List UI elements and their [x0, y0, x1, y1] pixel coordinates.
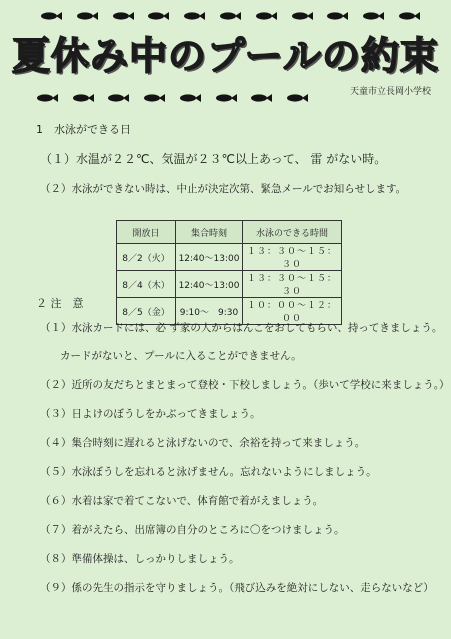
- rule-item: （８）準備体操は、しっかりしましょう。: [40, 553, 240, 565]
- fish-icon: [215, 88, 237, 98]
- fish-icon: [286, 88, 308, 98]
- fish-icon: [398, 6, 420, 16]
- condition-line-2: （２）水泳ができない時は、中止が決定次第、緊急メールでお知らせします。: [40, 183, 407, 195]
- header-swim-time: 水泳のできる時間: [243, 221, 342, 244]
- condition-line-1: （１）水温が２２℃、気温が２３℃以上あって、 雷 がない時。: [40, 152, 387, 166]
- table-row: [117, 271, 342, 298]
- fish-icon: [40, 6, 62, 16]
- cell-meet-time: 12:40〜13:00: [176, 244, 243, 271]
- rule-item: （３）日よけのぼうしをかぶってきましょう。: [40, 408, 261, 420]
- fish-border-bottom: [36, 88, 308, 102]
- rule-item: （９）係の先生の指示を守りましょう。（飛び込みを絶対にしない、走らないなど）: [40, 582, 434, 594]
- rule-item: （７）着がえたら、出席簿の自分のところに〇をつけましょう。: [40, 524, 345, 536]
- page-title: 夏休み中のプールの約束: [11, 34, 440, 78]
- fish-icon: [255, 6, 277, 16]
- section2-heading: ２ 注 意: [36, 297, 84, 310]
- rule-item-note: カードがないと、プールに入ることができません。: [60, 350, 302, 362]
- fish-icon: [76, 6, 98, 16]
- fish-icon: [107, 88, 129, 98]
- fish-icon: [183, 6, 205, 16]
- fish-border-top: [40, 6, 420, 20]
- rule-item: （１）水泳カードには、必 ず家の人からはんこをおしてもらい、持ってきましょう。: [40, 322, 443, 334]
- cell-swim-time: １０：００〜１２：００: [243, 298, 342, 325]
- cell-date: 8／5（金）: [117, 298, 176, 325]
- section1-heading: 1 水泳ができる日: [36, 123, 131, 136]
- table-row: [117, 244, 342, 271]
- fish-icon: [326, 6, 348, 16]
- cell-date: 8／2（火）: [117, 244, 176, 271]
- fish-icon: [362, 6, 384, 16]
- header-meet-time: 集合時刻: [176, 221, 243, 244]
- header-date: 開放日: [117, 221, 176, 244]
- rule-item: （４）集合時刻に遅れると泳げないので、余裕を持って来ましょう。: [40, 437, 366, 449]
- cell-swim-time: １３：３０〜１５：３０: [243, 244, 342, 271]
- cell-meet-time: 12:40〜13:00: [176, 271, 243, 298]
- rule-item: （２）近所の友だちとまとまって登校・下校しましょう。（歩いて学校に来ましょう。）: [40, 379, 450, 391]
- fish-icon: [147, 6, 169, 16]
- rule-item: （５）水泳ぼうしを忘れると泳げません。忘れないようにしましょう。: [40, 466, 377, 478]
- fish-icon: [219, 6, 241, 16]
- cell-swim-time: １３：３０〜１５：３０: [243, 271, 342, 298]
- fish-icon: [291, 6, 313, 16]
- fish-icon: [143, 88, 165, 98]
- fish-icon: [36, 88, 58, 98]
- cell-date: 8／4（木）: [117, 271, 176, 298]
- fish-icon: [112, 6, 134, 16]
- fish-icon: [179, 88, 201, 98]
- rule-item: （６）水着は家で着てこないで、体育館で着がえましょう。: [40, 495, 324, 507]
- school-name: 天童市立長岡小学校: [349, 87, 431, 97]
- cell-meet-time: 9:10〜 9:30: [176, 298, 243, 325]
- fish-icon: [72, 88, 94, 98]
- schedule-table: [116, 220, 342, 325]
- fish-icon: [250, 88, 272, 98]
